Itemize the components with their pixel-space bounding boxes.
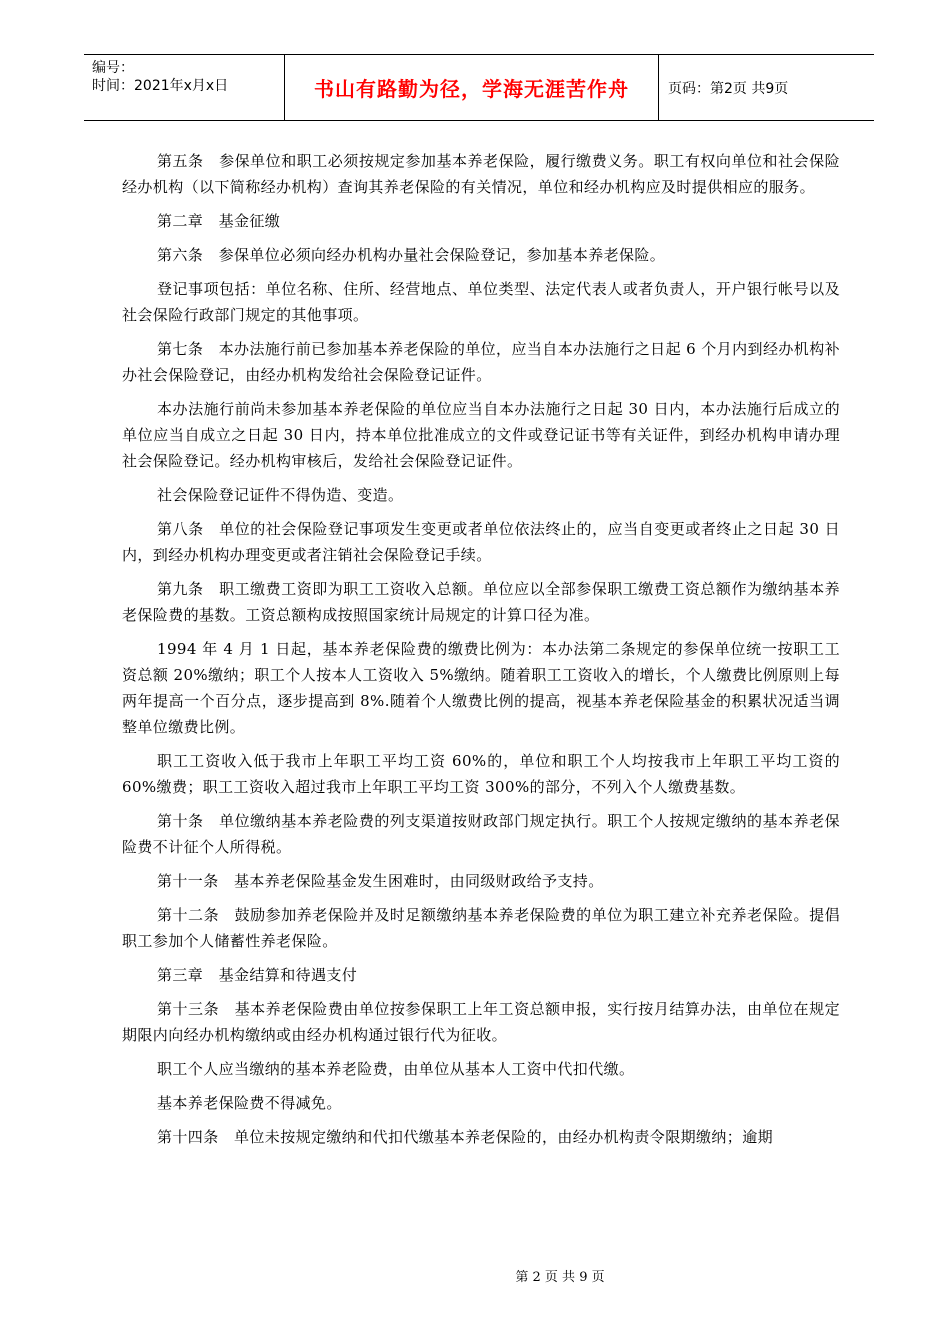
paragraph: 社会保险登记证件不得伪造、变造。 <box>157 486 404 504</box>
page-footer: 第 2 页 共 9 页 <box>515 1270 605 1285</box>
paragraph: 第十一条 基本养老保险基金发生困难时，由同级财政给予支持。 <box>157 872 604 890</box>
page-header <box>84 54 874 121</box>
paragraph: 第十三条 基本养老保险费由单位按参保职工上年工资总额申报，实行按月结算办法，由单位在规定期限内向经办机构缴纳或由经办机构通过银行代为征收。 <box>122 1000 840 1044</box>
paragraph: 登记事项包括：单位名称、住所、经营地点、单位类型、法定代表人或者负责人，开户银行帐号以及社会保险行政部门规定的其他事项。 <box>122 280 840 324</box>
chapter-heading: 第二章 基金征缴 <box>157 212 281 230</box>
paragraph: 第十条 单位缴纳基本养老险费的列支渠道按财政部门规定执行。职工个人按规定缴纳的基本养老保险费不计征个人所得税。 <box>122 812 840 856</box>
paragraph: 第十二条 鼓励参加养老保险并及时足额缴纳基本养老保险费的单位为职工建立补充养老保险。提倡职工参加个人储蓄性养老保险。 <box>122 906 840 950</box>
header-divider <box>658 55 659 120</box>
document-body <box>122 148 840 1158</box>
paragraph: 1994 年 4 月 1 日起，基本养老保险费的缴费比例为：本办法第二条规定的参保单位统一按职工工资总额 20%缴纳；职工个人按本人工资收入 5%缴纳。随着职工工资收入的增长，个人缴费比例原则上每两年提高一个百分点，逐步提高到 8%.随着个人缴费比例的提高，视基本养老保险基金的积累状况适当调整单位缴费比例。 <box>122 640 840 736</box>
paragraph: 职工个人应当缴纳的基本养老险费，由单位从基本人工资中代扣代缴。 <box>157 1060 635 1078</box>
header-motto: 书山有路勤为径，学海无涯苦作舟 <box>314 77 629 101</box>
header-page-label: 页码：第2页 共9页 <box>668 80 789 97</box>
paragraph: 第八条 单位的社会保险登记事项发生变更或者单位依法终止的，应当自变更或者终止之日起 30 日内，到经办机构办理变更或者注销社会保险登记手续。 <box>122 520 840 564</box>
chapter-heading: 第三章 基金结算和待遇支付 <box>157 966 358 984</box>
paragraph: 第六条 参保单位必须向经办机构办量社会保险登记，参加基本养老保险。 <box>157 246 666 264</box>
header-meta <box>92 59 228 95</box>
paragraph: 第五条 参保单位和职工必须按规定参加基本养老保险，履行缴费义务。职工有权向单位和社会保险经办机构（以下简称经办机构）查询其养老保险的有关情况，单位和经办机构应及时提供相应的服务。 <box>122 152 840 196</box>
paragraph: 第七条 本办法施行前已参加基本养老保险的单位，应当自本办法施行之日起 6 个月内到经办机构补办社会保险登记，由经办机构发给社会保险登记证件。 <box>122 340 840 384</box>
paragraph: 第十四条 单位未按规定缴纳和代扣代缴基本养老保险的，由经办机构责令限期缴纳；逾期 <box>157 1128 774 1146</box>
time-label: 时间：2021年x月x日 <box>92 78 229 94</box>
paragraph: 基本养老保险费不得减免。 <box>157 1094 342 1112</box>
number-label: 编号： <box>92 60 134 76</box>
paragraph: 职工工资收入低于我市上年职工平均工资 60%的，单位和职工个人均按我市上年职工平均工资的 60%缴费；职工工资收入超过我市上年职工平均工资 300%的部分，不列入个人缴费基数。 <box>122 752 840 796</box>
paragraph: 本办法施行前尚未参加基本养老保险的单位应当自本办法施行之日起 30 日内，本办法施行后成立的单位应当自成立之日起 30 日内，持本单位批准成立的文件或登记证书等有关证件，到经办机构申请办理社会保险登记。经办机构审核后，发给社会保险登记证件。 <box>122 400 840 470</box>
paragraph: 第九条 职工缴费工资即为职工工资收入总额。单位应以全部参保职工缴费工资总额作为缴纳基本养老保险费的基数。工资总额构成按照国家统计局规定的计算口径为准。 <box>122 580 840 624</box>
